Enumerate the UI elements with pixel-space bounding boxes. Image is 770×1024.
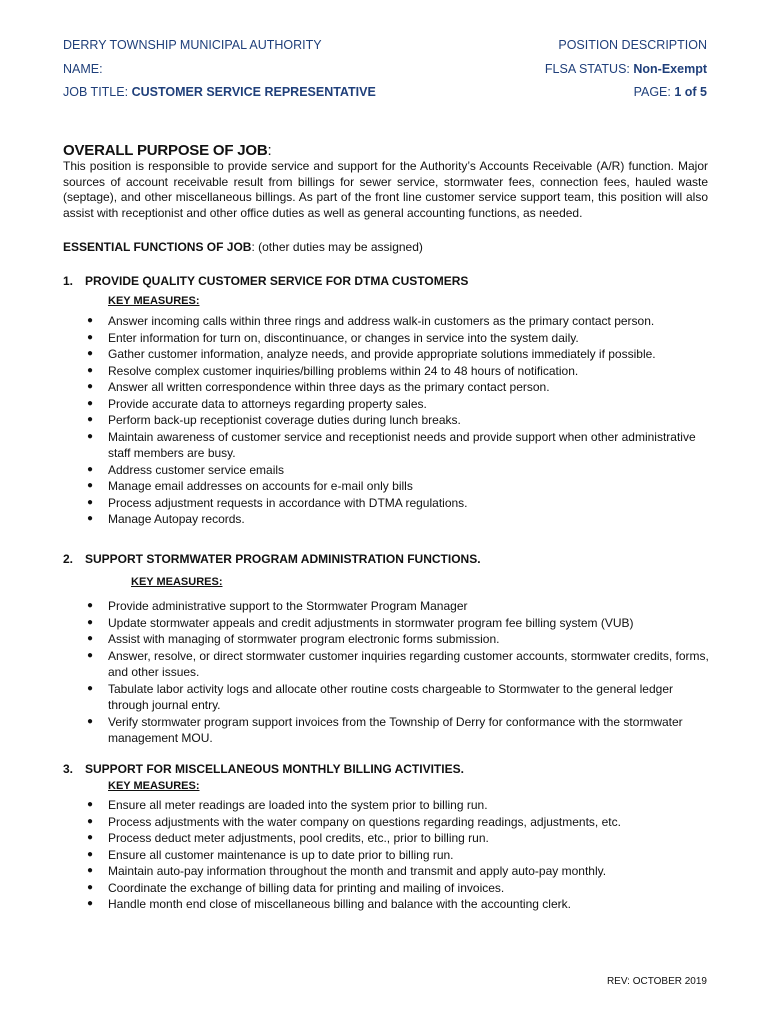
bullet-icon: ● <box>87 881 94 893</box>
essential-note: : (other duties may be assigned) <box>251 240 423 254</box>
section-title: PROVIDE QUALITY CUSTOMER SERVICE FOR DTMA CUSTOMERS <box>85 274 469 288</box>
list-item: ● Resolve complex customer inquiries/billing problems within 24 to 48 hours of notification. <box>87 363 579 378</box>
purpose-colon: : <box>267 142 272 159</box>
section-2-list <box>87 598 709 747</box>
list-item: ● Process adjustments with the water company on questions regarding readings, adjustments, etc. <box>87 814 621 829</box>
job-title-value: CUSTOMER SERVICE REPRESENTATIVE <box>131 85 376 99</box>
list-item: ● Ensure all meter readings are loaded into the system prior to billing run. <box>87 798 488 812</box>
essential-label: ESSENTIAL FUNCTIONS OF JOB <box>63 240 252 254</box>
bullet-icon: ● <box>87 331 94 343</box>
list-item: ● Address customer service emails <box>87 462 285 477</box>
list-item: ● Maintain awareness of customer service and receptionist needs and provide support when other administrative staff members are busy. <box>87 429 696 460</box>
section-1-heading <box>63 274 468 288</box>
list-item: ● Enter information for turn on, discontinuance, or changes in service into the system daily. <box>87 330 579 345</box>
bullet-icon: ● <box>87 682 94 694</box>
list-item: ● Answer all written correspondence within three days as the primary contact person. <box>87 380 550 394</box>
job-title <box>63 85 376 99</box>
section-number: 1. <box>63 274 74 288</box>
list-item: ● Process adjustment requests in accordance with DTMA regulations. <box>87 495 468 510</box>
section-title: SUPPORT STORMWATER PROGRAM ADMINISTRATION FUNCTIONS. <box>85 552 481 566</box>
bullet-icon: ● <box>87 600 94 611</box>
bullet-icon: ● <box>87 348 94 359</box>
section-1-list <box>87 313 709 528</box>
page-indicator <box>634 85 707 99</box>
bullet-icon: ● <box>87 430 94 442</box>
list-item: ● Ensure all customer maintenance is up to date prior to billing run. <box>87 847 454 862</box>
revision-date: REV: OCTOBER 2019 <box>606 976 707 987</box>
org-name: DERRY TOWNSHIP MUNICIPAL AUTHORITY <box>63 38 322 52</box>
bullet-icon: ● <box>87 513 94 524</box>
list-item: ● Tabulate labor activity logs and allocate other routine costs chargeable to Stormwater to the general ledger through journal entry. <box>87 681 673 712</box>
list-item: ● Provide administrative support to the Stormwater Program Manager <box>87 599 468 613</box>
section-2-heading <box>63 552 481 566</box>
page-label: PAGE: <box>633 85 671 99</box>
list-item: ● Gather customer information, analyze needs, and provide appropriate solutions immediately if possible. <box>87 347 656 361</box>
section-number: 3. <box>63 762 74 776</box>
flsa-value: Non-Exempt <box>633 62 707 76</box>
list-item: ● Coordinate the exchange of billing data for printing and mailing of invoices. <box>87 880 505 895</box>
flsa-label: FLSA STATUS: <box>544 62 630 76</box>
list-item: ● Manage email addresses on accounts for e-mail only bills <box>87 479 413 493</box>
job-title-label: JOB TITLE: <box>63 85 129 99</box>
bullet-icon: ● <box>87 480 94 491</box>
bullet-icon: ● <box>87 414 94 425</box>
key-measures-label: KEY MEASURES: <box>108 780 200 792</box>
purpose-heading <box>63 142 272 159</box>
list-item: ● Perform back-up receptionist coverage duties during lunch breaks. <box>87 413 461 427</box>
bullet-icon: ● <box>87 865 94 876</box>
purpose-title: OVERALL PURPOSE OF JOB <box>63 142 268 159</box>
bullet-icon: ● <box>87 381 94 392</box>
list-item: ● Handle month end close of miscellaneous billing and balance with the accounting clerk. <box>87 897 571 911</box>
bullet-icon: ● <box>87 463 94 475</box>
bullet-icon: ● <box>87 799 94 810</box>
bullet-icon: ● <box>87 397 94 409</box>
bullet-icon: ● <box>87 315 94 326</box>
bullet-icon: ● <box>87 649 94 661</box>
bullet-icon: ● <box>87 715 94 727</box>
bullet-icon: ● <box>87 898 94 909</box>
key-measures-label: KEY MEASURES: <box>131 576 223 588</box>
list-item: ● Verify stormwater program support invoices from the Township of Derry for conformance with the stormwater management MOU. <box>87 714 683 745</box>
key-measures-label: KEY MEASURES: <box>108 295 200 307</box>
section-number: 2. <box>63 552 74 566</box>
doc-type: POSITION DESCRIPTION <box>558 38 707 52</box>
list-item: ● Update stormwater appeals and credit adjustments in stormwater program fee billing system (VUB) <box>87 615 634 630</box>
list-item: ● Maintain auto-pay information throughout the month and transmit and apply auto-pay monthly. <box>87 864 607 878</box>
bullet-icon: ● <box>87 815 94 827</box>
bullet-icon: ● <box>87 832 94 843</box>
section-3-list <box>87 797 709 913</box>
section-title: SUPPORT FOR MISCELLANEOUS MONTHLY BILLING ACTIVITIES. <box>85 762 464 776</box>
name-label: NAME: <box>63 62 103 76</box>
list-item: ● Provide accurate data to attorneys regarding property sales. <box>87 396 427 411</box>
purpose-text: This position is responsible to provide service and support for the Authority’s Accounts Receivable (A/R) function. Major sources of account receivable result from billings for sewer service, stormwater fees, connection fees, hauled waste (septage), and other miscellaneous billings. As part of the front line customer service support team, this position will also assist with receptionist and other office duties as well as general accounting functions, as needed. <box>63 159 708 220</box>
essential-functions-line <box>63 240 423 254</box>
list-item: ● Answer, resolve, or direct stormwater customer inquiries regarding customer accounts, stormwater credits, forms, and other issues. <box>87 648 709 679</box>
list-item: ● Answer incoming calls within three rings and address walk-in customers as the primary contact person. <box>87 314 655 328</box>
bullet-icon: ● <box>87 496 94 508</box>
bullet-icon: ● <box>87 616 94 628</box>
bullet-icon: ● <box>87 633 94 644</box>
list-item: ● Assist with managing of stormwater program electronic forms submission. <box>87 632 500 646</box>
bullet-icon: ● <box>87 364 94 376</box>
page-value: 1 of 5 <box>674 85 707 99</box>
bullet-icon: ● <box>87 848 94 860</box>
section-3-heading <box>63 762 464 776</box>
list-item: ● Manage Autopay records. <box>87 512 245 526</box>
list-item: ● Process deduct meter adjustments, pool credits, etc., prior to billing run. <box>87 831 489 845</box>
flsa-status <box>545 62 707 76</box>
